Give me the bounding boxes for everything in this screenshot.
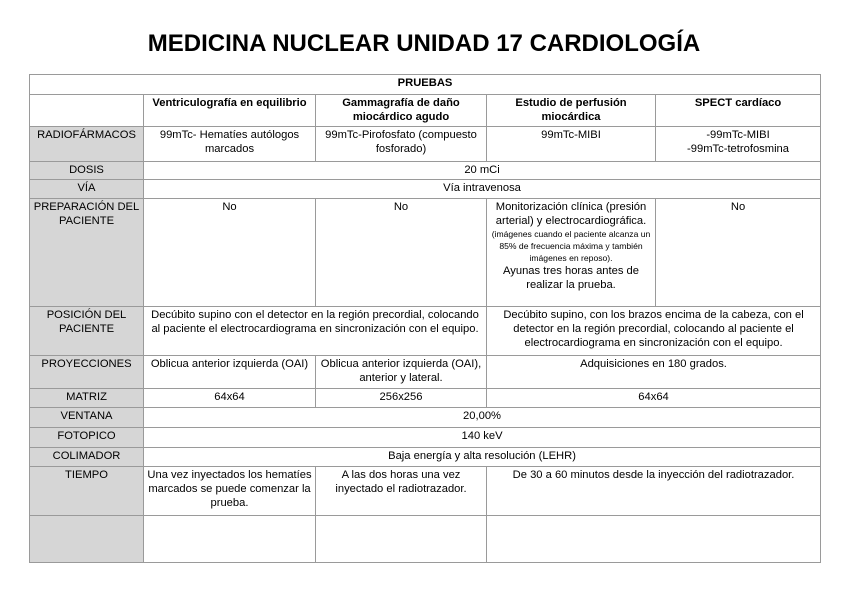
table-header-pruebas: PRUEBAS (30, 75, 821, 95)
table-cell: 20,00% (144, 408, 821, 428)
table-cell: Oblicua anterior izquierda (OAI), anterior y lateral. (316, 356, 487, 389)
table-cell (656, 127, 821, 162)
table-cell-line: -99mTc-tetrofosmina (687, 143, 790, 155)
table-cell-line: -99mTc-MIBI (706, 129, 770, 141)
table-row-preparacion (30, 199, 821, 307)
row-label: VÍA (30, 180, 144, 199)
row-label: TIEMPO (30, 467, 144, 516)
table-row-ventana (30, 408, 821, 428)
column-header: Ventriculografía en equilibrio (144, 95, 316, 127)
table-cell: 99mTc-MIBI (487, 127, 656, 162)
table-row-matriz (30, 389, 821, 408)
table-row-empty (30, 516, 821, 563)
table-cell: Baja energía y alta resolución (LEHR) (144, 448, 821, 467)
row-label: FOTOPICO (30, 428, 144, 448)
row-label: COLIMADOR (30, 448, 144, 467)
table-row-posicion (30, 307, 821, 356)
row-label: PREPARACIÓN DEL PACIENTE (30, 199, 144, 307)
table-row-fotopico (30, 428, 821, 448)
row-label-empty (30, 516, 144, 563)
table-cell-empty (316, 516, 487, 563)
table-cell: Oblicua anterior izquierda (OAI) (144, 356, 316, 389)
row-label: PROYECCIONES (30, 356, 144, 389)
table-cell: No (656, 199, 821, 307)
table-cell: A las dos horas una vez inyectado el radiotrazador. (316, 467, 487, 516)
table-cell: Vía intravenosa (144, 180, 821, 199)
row-label: RADIOFÁRMACOS (30, 127, 144, 162)
row-label: POSICIÓN DEL PACIENTE (30, 307, 144, 356)
table-row-tiempo (30, 467, 821, 516)
table-cell-line: Monitorización clínica (presión arterial) y electrocardiográfica. (495, 201, 647, 227)
table-cell-note: (imágenes cuando el paciente alcanza un 85% de frecuencia máxima y también imágenes en reposo). (491, 229, 651, 263)
table-row-radiofarmacos (30, 127, 821, 162)
column-header: Gammagrafía de daño miocárdico agudo (316, 95, 487, 127)
column-header: SPECT cardíaco (656, 95, 821, 127)
pruebas-table (29, 74, 821, 563)
table-cell: Una vez inyectados los hematíes marcados se puede comenzar la prueba. (144, 467, 316, 516)
table-cell: 256x256 (316, 389, 487, 408)
table-cell: 99mTc- Hematíes autólogos marcados (144, 127, 316, 162)
table-cell: No (316, 199, 487, 307)
column-header: Estudio de perfusión miocárdica (487, 95, 656, 127)
table-cell: 20 mCi (144, 162, 821, 180)
table-cell: De 30 a 60 minutos desde la inyección del radiotrazador. (487, 467, 821, 516)
table-cell: Decúbito supino con el detector en la región precordial, colocando al paciente el electrocardiograma en sincronización con el equipo. (144, 307, 487, 356)
table-row-via (30, 180, 821, 199)
table-cell: 99mTc-Pirofosfato (compuesto fosforado) (316, 127, 487, 162)
row-label: MATRIZ (30, 389, 144, 408)
table-cell: Decúbito supino, con los brazos encima de la cabeza, con el detector en la región precordial, colocando al paciente el electrocardiograma en sincronización con el equipo. (487, 307, 821, 356)
table-row-proyecciones (30, 356, 821, 389)
table-row-colimador (30, 448, 821, 467)
table-row-dosis (30, 162, 821, 180)
table-cell: 140 keV (144, 428, 821, 448)
table-cell-empty (487, 516, 821, 563)
table-cell: 64x64 (144, 389, 316, 408)
row-label: DOSIS (30, 162, 144, 180)
page-title: MEDICINA NUCLEAR UNIDAD 17 CARDIOLOGÍA (147, 30, 701, 57)
table-cell: No (144, 199, 316, 307)
table-cell-line: Ayunas tres horas antes de realizar la prueba. (503, 265, 639, 291)
column-header-row (30, 95, 821, 127)
table-cell: Adquisiciones en 180 grados. (487, 356, 821, 389)
empty-corner-cell (30, 95, 144, 127)
row-label: VENTANA (30, 408, 144, 428)
table-cell (487, 199, 656, 307)
table-cell-empty (144, 516, 316, 563)
table-header-row (30, 75, 821, 95)
table-cell: 64x64 (487, 389, 821, 408)
